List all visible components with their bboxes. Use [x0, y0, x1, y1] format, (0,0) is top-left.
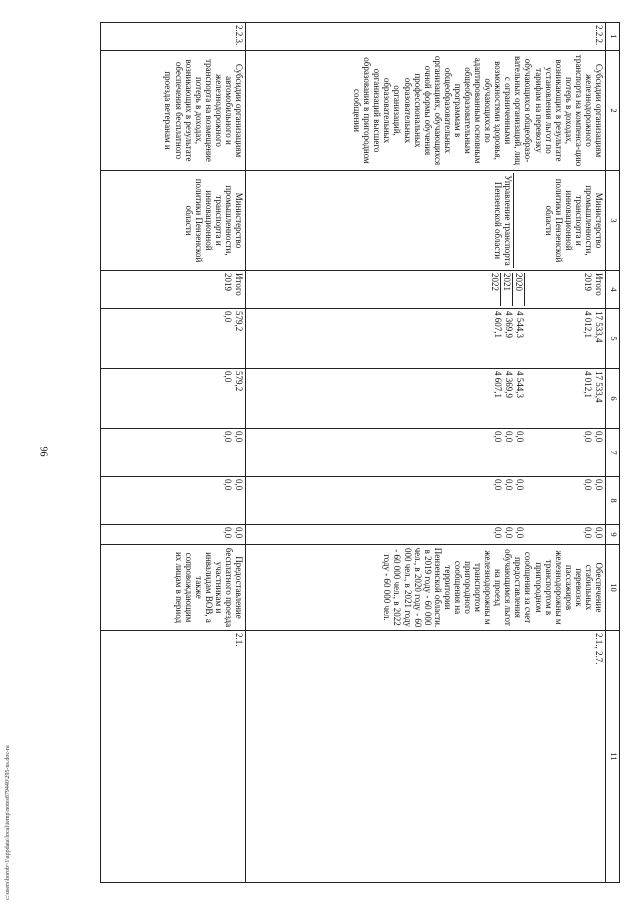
years-cell	[246, 271, 606, 309]
value: 4 369,9	[504, 371, 514, 398]
value: 0,0	[223, 479, 233, 491]
activity-name: Субсидии организациям железнодорожного транспорта на компенса-цию потерь в доходах, возникающих в результате установления льгот по тарифам на перевозку обучающихся общеобразо-вательных организаций, лиц с ограниченными возможностями здоровья, обучающихся по адаптированным основным общеобразовательным программам в общеобразовательных организациях, обучающихся очной формы обучения профессиональных образовательных организаций, образовательных организаций высшего образования в пригородном сообщении	[246, 51, 606, 171]
year-label: 2020	[512, 273, 524, 306]
activity-name: Субсидии организациям автомобильного и железнодорожного транспорта на возмещение потерь в доходах, возникающих в результате обеспечения бесплатного проезда ветеранам и	[101, 51, 246, 171]
year-label: 2022	[490, 273, 500, 291]
value: 0,0	[223, 527, 233, 539]
executors-cell: Министерство промышленности, транспорта и инновационной политики Пензенской области	[101, 171, 246, 271]
value: 4 369,9	[504, 311, 514, 338]
col9-cell	[101, 525, 246, 545]
value: 0,0	[515, 479, 525, 491]
year-label: 2019	[223, 273, 233, 291]
col7-cell	[101, 429, 246, 477]
value: 0,0	[594, 431, 604, 443]
value: 4 012,1	[583, 311, 593, 338]
executor-department: Управление транспорта Пензенской области	[492, 175, 513, 266]
value: 0,0	[234, 527, 244, 539]
col7-cell	[246, 429, 606, 477]
header-cell: 1	[606, 23, 620, 51]
year-label: 2019	[524, 273, 593, 306]
header-cell: 10	[606, 545, 620, 631]
value: 0,0	[234, 431, 244, 443]
value: 0,0	[515, 527, 525, 539]
table-row	[246, 23, 606, 883]
page-number: 96	[37, 446, 49, 457]
value: 0,0	[504, 431, 514, 443]
header-cell: 6	[606, 369, 620, 429]
table-row	[101, 23, 246, 883]
value: 4 607,1	[493, 311, 503, 338]
expected-result: Обеспечение стабильных перевозок пассажиров железнодорожны м транспортом в пригородном сообщении за счет предоставления обучающимся льгот на проезд железнодорожны м транспортом пригородного сообщения на территории Пензенской области. в 2019 году - 60 000 чел., в 2020 году - 60 000 чел., в 2021 году - 60 000 чел., в 2022 году - 60 000 чел.	[246, 545, 606, 631]
value: 0,0	[223, 311, 233, 323]
value: 0,0	[594, 479, 604, 491]
col9-cell	[246, 525, 606, 545]
year-label: 2021	[500, 273, 512, 306]
header-cell: 4	[606, 271, 620, 309]
value: 4 544,3	[515, 371, 525, 398]
value: 0,0	[504, 527, 514, 539]
value: 0,0	[223, 371, 233, 383]
col5-cell	[101, 309, 246, 369]
value: 0,0	[223, 431, 233, 443]
value: 0,0	[493, 527, 503, 539]
indicator-links: 2.1., 2.7.	[246, 631, 606, 883]
program-activities-table	[100, 22, 620, 883]
value: 4 607,1	[493, 371, 503, 398]
year-label: Итого	[234, 273, 244, 296]
col8-cell	[101, 477, 246, 525]
header-cell: 9	[606, 525, 620, 545]
executor-ministry: Министерство промышленности, транспорта и инновационной политики Пензенской области	[513, 173, 604, 268]
table-wrap	[100, 22, 620, 882]
expected-result: Предоставление бесплатного проезда участникам и инвалидам ВОВ, а также сопровождающим их лицам в период	[101, 545, 246, 631]
rotated-table-container	[100, 22, 620, 882]
years-cell	[101, 271, 246, 309]
year-label: Итого	[594, 273, 604, 296]
value: 0,0	[583, 479, 593, 491]
footer-file-path: c:\users\borob~1\appdata\local\temp\notes879440\295-ns.doc-ra	[5, 745, 11, 900]
value: 4 544,3	[515, 311, 525, 338]
value: 0,0	[234, 479, 244, 491]
col8-cell	[246, 477, 606, 525]
header-cell: 7	[606, 429, 620, 477]
executors-cell	[246, 171, 606, 271]
value: 0,0	[493, 479, 503, 491]
value: 0,0	[493, 431, 503, 443]
value: 17 533,4	[594, 311, 604, 343]
header-cell: 2	[606, 51, 620, 171]
row-number: 2.2.3.	[101, 23, 246, 51]
value: 0,0	[504, 479, 514, 491]
value: 4 012,1	[583, 371, 593, 398]
row-number: 2.2.2.	[246, 23, 606, 51]
value: 0,0	[583, 431, 593, 443]
col6-cell	[101, 369, 246, 429]
value: 579,2	[234, 311, 244, 332]
header-cell: 8	[606, 477, 620, 525]
indicator-links: 2.1.	[101, 631, 246, 883]
header-cell: 3	[606, 171, 620, 271]
value: 579,2	[234, 371, 244, 392]
value: 0,0	[515, 431, 525, 443]
header-cell: 5	[606, 309, 620, 369]
col6-cell	[246, 369, 606, 429]
header-cell: 11	[606, 631, 620, 883]
header-row	[606, 23, 620, 883]
value: 17 533,4	[594, 371, 604, 403]
col5-cell	[246, 309, 606, 369]
value: 0,0	[594, 527, 604, 539]
value: 0,0	[583, 527, 593, 539]
